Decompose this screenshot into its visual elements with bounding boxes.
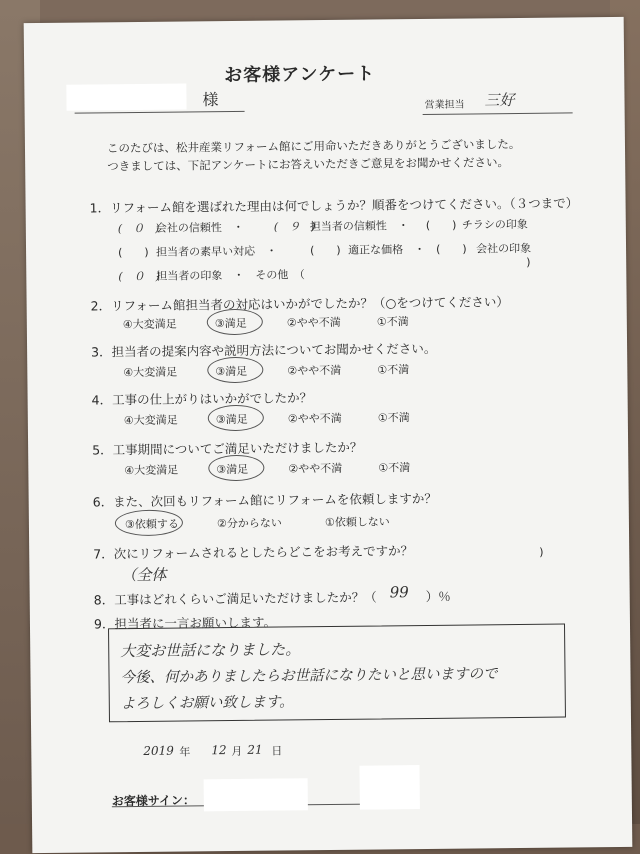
q5-option-4: ④大変満足 bbox=[124, 463, 179, 478]
comment-line-2: 今後、何かありましたらお世話になりたいと思いますので bbox=[120, 666, 498, 687]
q5-option-1: ①不満 bbox=[378, 461, 411, 475]
q1-mark-3: ( ) bbox=[425, 218, 457, 232]
q4-answer-circle bbox=[208, 405, 264, 432]
staff-name-line bbox=[423, 112, 573, 115]
q6-option-1: ①依頼しない bbox=[324, 515, 390, 530]
q1-other-close: ) bbox=[526, 255, 531, 269]
page-title: お客様アンケート bbox=[224, 63, 376, 87]
q1-mark-6: ( ) bbox=[435, 242, 467, 256]
staff-name: 三好 bbox=[484, 91, 515, 110]
question-2: 2．リフォーム館担当者の対応はいかがでしたか？（○をつけてください） bbox=[90, 294, 509, 314]
question-9: 9．担当者に一言お願いします。 bbox=[93, 614, 277, 632]
q1-option-7: 担当者の印象 ・ その他 （ bbox=[156, 268, 305, 283]
q4-option-2: ②やや不満 bbox=[287, 411, 342, 426]
q1-mark-4: ( ) bbox=[118, 245, 149, 260]
q1-mark-2: ( ９ ) bbox=[273, 220, 316, 234]
comment-line-1: 大変お世話になりました。 bbox=[120, 640, 301, 661]
q1-option-1: 会社の信頼性 ・ bbox=[155, 220, 244, 235]
question-7: 7．次にリフォームされるとしたらどこをお考えですか？ bbox=[93, 543, 414, 562]
q7-close: ) bbox=[539, 545, 544, 559]
q1-option-3: チラシの印象 bbox=[461, 217, 528, 232]
intro-line-1: このたびは、松井産業リフォーム館にご用命いただきありがとうございました。 bbox=[106, 136, 521, 156]
question-4: 4．工事の仕上がりはいかがでしたか？ bbox=[91, 390, 313, 408]
customer-honorific: 様 bbox=[202, 90, 219, 110]
q1-option-5: 適正な価格 ・ bbox=[347, 242, 426, 257]
q4-option-4: ④大変満足 bbox=[123, 413, 178, 428]
q5-option-3: ③満足 bbox=[216, 462, 249, 477]
question-5: 5．工事期間についてご満足いただけましたか？ bbox=[92, 439, 363, 458]
redacted-signature bbox=[204, 778, 308, 811]
q5-answer-circle bbox=[208, 455, 264, 482]
question-8: 8．工事はどれくらいご満足いただけましたか？（ bbox=[93, 589, 377, 608]
q2-answer-circle bbox=[207, 309, 263, 336]
q6-option-3: ③依頼する bbox=[124, 517, 179, 532]
q1-option-4: 担当者の素早い対応 ・ bbox=[156, 244, 278, 259]
survey-sheet bbox=[24, 17, 633, 853]
q3-option-1: ①不満 bbox=[377, 363, 410, 377]
date-day-label: 日 bbox=[271, 744, 283, 758]
date-month: 12 bbox=[211, 743, 227, 758]
q3-option-2: ②やや不満 bbox=[287, 363, 342, 378]
redacted-customer-name bbox=[66, 83, 186, 110]
q3-option-3: ③満足 bbox=[215, 364, 248, 379]
q2-option-3: ③満足 bbox=[214, 316, 247, 331]
date-day: 21 bbox=[247, 742, 263, 757]
q3-answer-circle bbox=[207, 357, 263, 384]
q1-mark-7: ( ０ ) bbox=[118, 269, 160, 284]
q8-close: ）％ bbox=[425, 588, 451, 604]
q7-answer: （全体 bbox=[121, 565, 167, 585]
q1-mark-1: ( ０ ) bbox=[117, 221, 160, 236]
q4-option-1: ①不満 bbox=[377, 411, 410, 425]
q6-option-2: ②分からない bbox=[216, 516, 282, 531]
q4-option-3: ③満足 bbox=[215, 412, 248, 427]
q1-option-6: 会社の印象 bbox=[475, 241, 532, 256]
question-3: 3．担当者の提案内容や説明方法についてお聞かせください。 bbox=[91, 340, 437, 360]
redacted-stamp bbox=[359, 765, 419, 810]
q2-option-4: ④大変満足 bbox=[122, 317, 177, 332]
staff-label: 営業担当 bbox=[424, 99, 465, 111]
date-year: 2019 bbox=[143, 743, 174, 758]
date-month-label: 月 bbox=[231, 744, 243, 759]
q2-option-2: ②やや不満 bbox=[286, 315, 341, 330]
q8-answer: 99 bbox=[389, 583, 409, 602]
q2-option-1: ①不満 bbox=[376, 315, 409, 329]
customer-name-line bbox=[75, 111, 245, 114]
q1-option-2: 担当者の信頼性 ・ bbox=[309, 219, 409, 234]
signature-label: お客様サイン： bbox=[111, 793, 196, 809]
question-1: 1．リフォーム館を選ばれた理由は何でしょうか？順番をつけてください。（３つまで） bbox=[89, 195, 579, 216]
question-6: 6．また、次回もリフォーム館にリフォームを依頼しますか？ bbox=[92, 490, 437, 510]
date-year-label: 年 bbox=[179, 745, 191, 759]
q5-option-2: ②やや不満 bbox=[288, 461, 343, 476]
comment-line-3: よろしくお願い致します。 bbox=[120, 694, 294, 713]
q1-mark-5: ( ) bbox=[310, 243, 341, 258]
intro-line-2: つきましては、下記アンケートにお答えいただきご意見をお聞かせください。 bbox=[107, 155, 510, 174]
q3-option-4: ④大変満足 bbox=[123, 365, 178, 380]
q6-answer-circle bbox=[115, 510, 183, 537]
